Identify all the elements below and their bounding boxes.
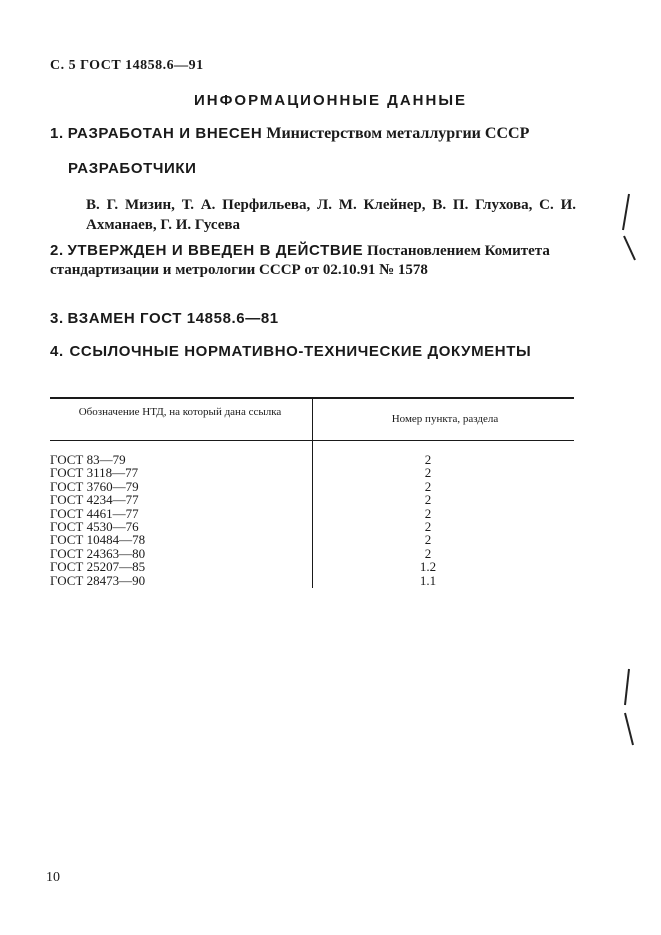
table-row-item: 2	[424, 532, 432, 548]
section-4-number: 4.	[50, 343, 64, 360]
section-1	[50, 125, 529, 143]
table-row-item: 2	[424, 519, 432, 535]
table-row-item: 2	[424, 492, 432, 508]
table-row-item: 2	[424, 452, 432, 467]
table-col1-values	[50, 453, 145, 587]
table-row-doc: ГОСТ 83—79	[50, 452, 126, 467]
section-3-number: 3.	[50, 310, 64, 327]
table-row-doc: ГОСТ 10484—78	[50, 532, 146, 548]
table-row-item: 2	[424, 465, 432, 481]
table-row-item: 2	[424, 545, 432, 561]
developers-heading: РАЗРАБОТЧИКИ	[68, 160, 197, 177]
table-row-doc: ГОСТ 24363—80	[50, 545, 146, 561]
section-2-heading: УТВЕРЖДЕН И ВВЕДЕН В ДЕЙСТВИЕ	[67, 242, 364, 259]
section-2-text: Постановлением Комитета стандартизации и метрологии СССР от 02.10.91 № 1578	[50, 243, 550, 278]
table-row-doc: ГОСТ 4461—77	[50, 505, 139, 521]
margin-mark-icon	[615, 665, 645, 755]
table-row-doc: ГОСТ 25207—85	[50, 559, 146, 575]
table-col2-header: Номер пункта, раздела	[391, 413, 499, 425]
section-4-heading: ССЫЛОЧНЫЕ НОРМАТИВНО-ТЕХНИЧЕСКИЕ ДОКУМЕНТЫ	[69, 343, 532, 360]
table-col2-values	[413, 453, 443, 587]
table-row-item: 2	[424, 505, 432, 521]
table-col1-header: Обозначение НТД, на который дана ссылка	[78, 406, 282, 418]
table-column-divider	[312, 398, 313, 588]
table-row-doc: ГОСТ 4530—76	[50, 519, 139, 535]
table-row-doc: ГОСТ 4234—77	[50, 492, 139, 508]
section-4	[50, 343, 576, 361]
section-3	[50, 310, 279, 328]
section-2	[50, 241, 576, 280]
page-number: 10	[46, 870, 60, 885]
table-row-doc: ГОСТ 28473—90	[50, 572, 146, 588]
table-row-doc: ГОСТ 3118—77	[50, 465, 139, 481]
page-title: ИНФОРМАЦИОННЫЕ ДАННЫЕ	[193, 92, 468, 109]
section-1-number: 1.	[50, 125, 64, 142]
section-3-heading: ВЗАМЕН ГОСТ 14858.6—81	[67, 310, 279, 327]
table-row-doc: ГОСТ 3760—79	[50, 478, 139, 494]
section-1-heading: РАЗРАБОТАН И ВНЕСЕН	[67, 125, 263, 142]
table-row-item: 1.2	[419, 559, 437, 575]
margin-mark-icon	[615, 190, 645, 280]
section-1-text: Министерством металлургии СССР	[266, 125, 530, 142]
table-row-item: 1.1	[419, 572, 437, 588]
page-header: С. 5 ГОСТ 14858.6—91	[50, 58, 204, 73]
section-2-number: 2.	[50, 242, 64, 259]
table-row-item: 2	[424, 478, 432, 494]
developers-list: В. Г. Мизин, Т. А. Перфильева, Л. М. Клейнер, В. П. Глухова, С. И. Ахманаев, Г. И. Гусева	[86, 197, 576, 233]
